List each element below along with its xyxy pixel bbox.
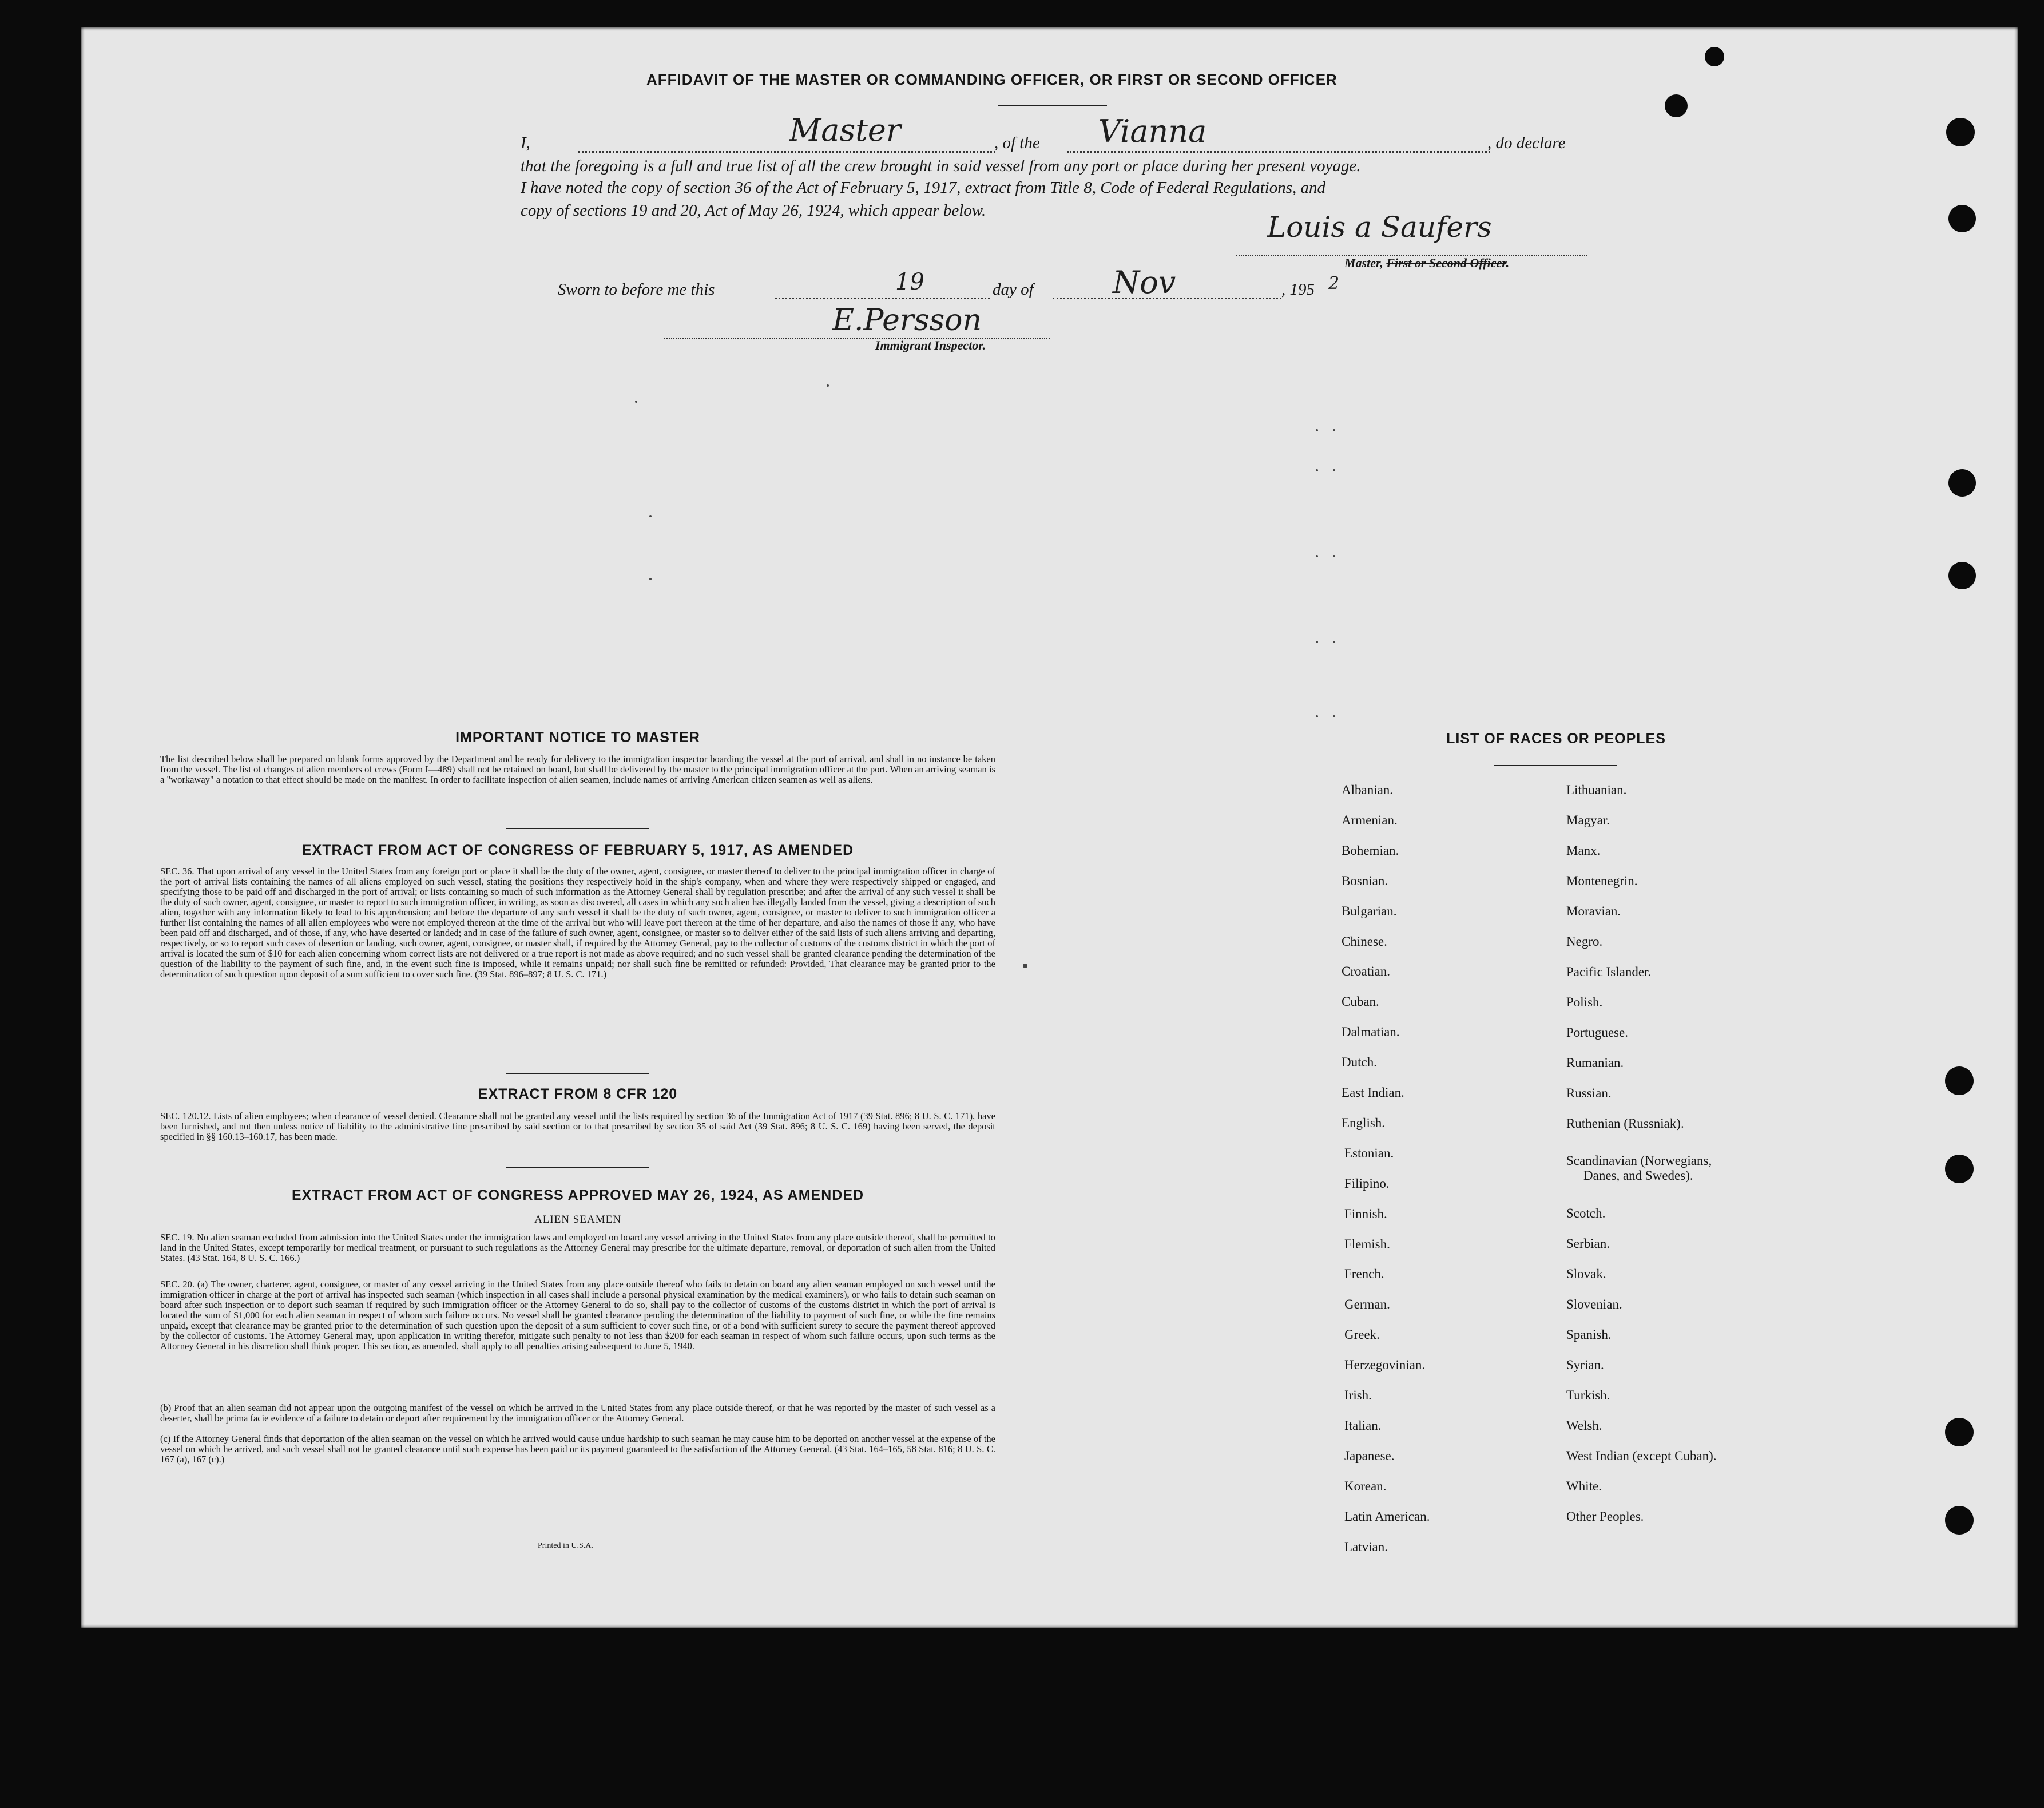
race-item: Rumanian. (1566, 1056, 1624, 1070)
inspector-caption: Immigrant Inspector. (875, 338, 986, 352)
paper-speck (649, 515, 652, 517)
race-item: Negro. (1566, 934, 1603, 949)
filled-year: 2 (1328, 273, 1340, 294)
filled-role: Master (789, 112, 901, 148)
race-item: Polish. (1566, 995, 1603, 1009)
extract-1917-title: EXTRACT FROM ACT OF CONGRESS OF FEBRUARY 5, 1917, AS AMENDED (301, 842, 854, 858)
race-item: Turkish. (1566, 1388, 1610, 1402)
binder-hole (1945, 1506, 1974, 1535)
paper-speck (1333, 469, 1335, 471)
signature-caption (1344, 255, 1509, 271)
vessel-line (1067, 151, 1490, 153)
race-item: English. (1342, 1115, 1386, 1130)
race-item: Herzegovinian. (1344, 1358, 1426, 1373)
paper-speck (649, 578, 652, 580)
race-item: Japanese. (1344, 1448, 1395, 1463)
race-item: Latin American. (1344, 1509, 1430, 1524)
binder-hole (1948, 562, 1976, 589)
sworn-label: Sworn to before me this (558, 280, 715, 299)
sec20b-text: (b) Proof that an alien seaman did not appear upon the outgoing manifest of the vessel on which he arrived in the United States from any place outside thereof, or that he was reported by the master of such vessel as a deserter, shall be prima facie evidence of a failure to detain or deport after requirement by the immigration officer or the Attorney General. (160, 1402, 995, 1424)
race-item: Danes, and Swedes). (1583, 1168, 1693, 1183)
race-item: Filipino. (1344, 1176, 1390, 1191)
divider (506, 828, 649, 829)
race-item: Dutch. (1342, 1055, 1377, 1070)
printed-in-usa: Printed in U.S.A. (538, 1541, 593, 1550)
declaration-line-4: copy of sections 19 and 20, Act of May 26, 1924, which appear below. (521, 201, 986, 220)
binder-hole (1705, 47, 1724, 66)
role-line (578, 151, 995, 153)
race-item: Pacific Islander. (1566, 965, 1652, 979)
race-item: Ruthenian (Russniak). (1566, 1116, 1684, 1131)
race-item: Albanian. (1342, 783, 1394, 797)
paper-speck (827, 384, 829, 387)
binder-hole (1948, 205, 1976, 232)
do-declare-label: , do declare (1487, 134, 1566, 152)
paper-speck (635, 401, 637, 403)
race-item: Magyar. (1566, 813, 1610, 827)
race-item: Slovenian. (1566, 1297, 1622, 1311)
race-item: Bosnian. (1342, 873, 1388, 888)
i-label: I, (521, 134, 530, 152)
race-item: Spanish. (1566, 1327, 1612, 1342)
of-the-label: , of the (994, 134, 1040, 152)
sec19-text: SEC. 19. No alien seaman excluded from admission into the United States under the immigration laws and employed on board any vessel arriving in the United States from any place outside thereof, shall be permitted to land in the United States, except temporarily for medical treatment, or pursuant to such regulations as the Attorney General may prescribe for the ultimate departure, removal, or deportation of such alien from the United States. (43 Stat. 164, 8 U. S. C. 166.) (160, 1232, 995, 1263)
race-item: Cuban. (1342, 994, 1379, 1009)
race-item: Slovak. (1566, 1267, 1606, 1281)
day-line (775, 298, 990, 299)
race-item: Manx. (1566, 843, 1601, 858)
notice-title: IMPORTANT NOTICE TO MASTER (455, 729, 700, 746)
document-page (81, 27, 2018, 1628)
race-item: White. (1566, 1479, 1602, 1493)
binder-hole (1945, 1066, 1974, 1095)
race-item: Montenegrin. (1566, 874, 1638, 888)
alien-seamen-subtitle: ALIEN SEAMEN (534, 1214, 621, 1226)
race-item: Bulgarian. (1342, 903, 1397, 918)
race-item: West Indian (except Cuban). (1566, 1449, 1717, 1463)
day-of-label: day of (993, 280, 1034, 299)
race-item: Scandinavian (Norwegians, (1566, 1153, 1712, 1168)
sec20a-text: SEC. 20. (a) The owner, charterer, agent, consignee, or master of any vessel arriving in the United States from any place outside thereof who fails to detain on board any alien seaman employed on such vessel until the immigration officer in charge at the port of arrival has inspected such seaman (which inspection in all cases shall include a personal physical examination by the medical examiners), or who fails to detain such seaman on board after such inspection or to deport such seaman if required by such immigration officer or the Attorney General to do so, shall pay to the collector of customs of the customs district in which the port of arrival is located the sum of $1,000 for each alien seaman in respect of whom such failure occurs. No vessel shall be granted clearance pending the determination of the liability to payment of such fine, or while the fine remains unpaid, except that clearance may be granted prior to the determination of such question upon the deposit of a sum sufficient to cover such fine, or of a bond with sufficient surety to secure the payment thereof approved by the collector of customs. The Attorney General may, upon application in writing therefor, mitigate such penalty to not less than $200 for each seaman in respect of whom such failure occurs, upon such terms as the Attorney General in his discretion shall think proper. This section, as amended, shall apply to all penalties arising subsequent to June 5, 1940. (160, 1279, 995, 1351)
race-item: Korean. (1344, 1478, 1387, 1493)
paper-speck (1316, 555, 1318, 557)
master-signature: Louis a Saufers (1267, 211, 1492, 244)
race-item: Dalmatian. (1342, 1025, 1400, 1040)
paper-speck (1333, 641, 1335, 643)
race-item: Irish. (1344, 1388, 1372, 1402)
declaration-line-2: that the foregoing is a full and true list of all the crew brought in said vessel from any port or place during her present voyage. (521, 157, 1361, 175)
race-item: Welsh. (1566, 1418, 1602, 1433)
caption-master: Master, (1344, 256, 1383, 270)
race-item: Bohemian. (1342, 843, 1399, 858)
extract-1917-body: SEC. 36. That upon arrival of any vessel in the United States from any foreign port or place it shall be the duty of the owner, agent, consignee, or master thereof to deliver to the principal immigration officer in charge of the port of arrival lists containing the names of all aliens employed on such vessel, stating the positions they respectively hold in the ship's company, when and where they were respectively shipped or engaged, and specifying those to be paid off and discharged in the port of arrival; or lists containing so much of such information as the Attorney General shall by regulation prescribe; and after the arrival of any such vessel it shall be the duty of such owner, agent, consignee, or master to report to such immigration officer, in writing, as soon as discovered, all cases in which any such alien has illegally landed from the vessel, giving a description of such alien, together with any information likely to lead to his apprehension; and before the departure of any such vessel it shall be the duty of such owner, agent, consignee, or master to deliver to such immigration officer a further list containing the names of all alien employees who were not employed thereon at the time of the arrival but who will leave port thereon at the time of her departure, and also the names of those if any, who have been paid off and discharged, and of those, if any, who have deserted or landed; and in case of the failure of such owner, agent, consignee, or master so to deliver either of the said lists of such aliens arriving and departing, respectively, or so to report such cases of desertion or landing, such owner, agent, consignee, or master shall, if required by the Attorney General, pay to the collector of customs of the customs district in which the port of arrival is located the sum of $10 for each alien concerning whom correct lists are not delivered or a true report is not made as above required; and no such vessel shall be granted clearance pending the determination of the question of the liability to the payment of such fine, and, in the event such fine is imposed, while it remains unpaid; nor shall such fine be remitted or refunded: Provided, That clearance may be granted prior to the determination of such question upon deposit of a sum sufficient to cover such fine. (39 Stat. 896–897; 8 U. S. C. 171.) (160, 866, 995, 980)
race-item: Flemish. (1344, 1236, 1390, 1251)
race-item: Scotch. (1566, 1206, 1606, 1220)
paper-speck (1316, 641, 1318, 643)
extract-cfr-body: SEC. 120.12. Lists of alien employees; when clearance of vessel denied. Clearance shall not be granted any vessel until the lists required by section 36 of the Immigration Act of 1917 (39 Stat. 896; 8 U. S. C. 171), have been furnished, and not then unless notice of liability to the administrative fine prescribed by said section or to that prescribed by section 35 of said Act (39 Stat. 896; 8 U. S. C. 169) having been served, the deposit specified in §§ 160.13–160.17, has been made. (160, 1111, 995, 1142)
year-prefix: , 195 (1281, 280, 1315, 299)
binder-hole (1665, 94, 1688, 117)
inspector-signature: E.Persson (832, 303, 982, 338)
race-item: Russian. (1566, 1086, 1612, 1100)
declaration-line-3: I have noted the copy of section 36 of the Act of February 5, 1917, extract from Title 8, Code of Federal Regulations, and (521, 179, 1326, 197)
race-item: German. (1344, 1297, 1390, 1312)
paper-speck (1316, 715, 1318, 717)
binder-hole (1948, 469, 1976, 497)
paper-speck (1316, 429, 1318, 431)
race-item: Chinese. (1342, 934, 1387, 949)
divider (506, 1073, 649, 1074)
race-item: French. (1344, 1267, 1384, 1282)
extract-1924-title: EXTRACT FROM ACT OF CONGRESS APPROVED MAY 26, 1924, AS AMENDED (291, 1187, 864, 1203)
paper-speck (1023, 964, 1027, 968)
extract-cfr-title: EXTRACT FROM 8 CFR 120 (478, 1086, 678, 1102)
race-item: Syrian. (1566, 1358, 1604, 1372)
race-item: Finnish. (1344, 1206, 1387, 1221)
paper-speck (1333, 555, 1335, 557)
filled-month: Nov (1113, 264, 1176, 300)
paper-speck (1316, 469, 1318, 471)
race-item: Greek. (1344, 1327, 1380, 1342)
race-item: Serbian. (1566, 1236, 1610, 1251)
race-item: Portuguese. (1566, 1025, 1628, 1040)
race-item: Italian. (1344, 1418, 1382, 1433)
binder-hole (1946, 118, 1975, 146)
race-item: Latvian. (1344, 1539, 1388, 1554)
races-underline (1494, 765, 1617, 766)
notice-body: The list described below shall be prepared on blank forms approved by the Department and be ready for delivery to the immigration inspector boarding the vessel at the port of arrival, and shall in no instance be taken from the vessel. The list of changes of alien members of crews (Form I—489) shall not be retained on board, but shall be delivered by the master to the principal immigration officer at the port. When an arriving seaman is a "workaway" a notation to that effect should be made on the manifest. In order to facilitate inspection of alien seamen, include names of arriving American citizen seamen as well as aliens. (160, 754, 995, 785)
race-item: Moravian. (1566, 904, 1621, 918)
caption-end: . (1506, 256, 1510, 270)
inspector-line (664, 338, 1050, 339)
filled-vessel: Vianna (1098, 113, 1207, 149)
race-item: Estonian. (1344, 1145, 1394, 1160)
filled-day: 19 (895, 269, 924, 295)
paper-speck (1333, 715, 1335, 717)
caption-struck: First or Second Officer (1386, 256, 1506, 270)
sec20c-text: (c) If the Attorney General finds that deportation of the alien seaman on the vessel on which he arrived would cause undue hardship to such seaman he may cause him to be deported on another vessel at the expense of the vessel on which he arrived, and such vessel shall not be granted clearance until such expense has been paid or its payment guaranteed to the satisfaction of the Attorney General. (43 Stat. 164–165, 58 Stat. 816; 8 U. S. C. 167 (a), 167 (c).) (160, 1433, 995, 1465)
affidavit-title: AFFIDAVIT OF THE MASTER OR COMMANDING OFFICER, OR FIRST OR SECOND OFFICER (646, 71, 1337, 88)
races-title: LIST OF RACES OR PEOPLES (1446, 731, 1666, 747)
race-item: Armenian. (1342, 812, 1398, 827)
paper-speck (1333, 429, 1335, 431)
race-item: Other Peoples. (1566, 1509, 1644, 1524)
race-item: Lithuanian. (1566, 783, 1627, 797)
binder-hole (1945, 1155, 1974, 1183)
race-item: East Indian. (1342, 1085, 1404, 1100)
divider (506, 1167, 649, 1168)
binder-hole (1945, 1418, 1974, 1446)
race-item: Croatian. (1342, 964, 1390, 979)
title-underline (998, 105, 1107, 106)
